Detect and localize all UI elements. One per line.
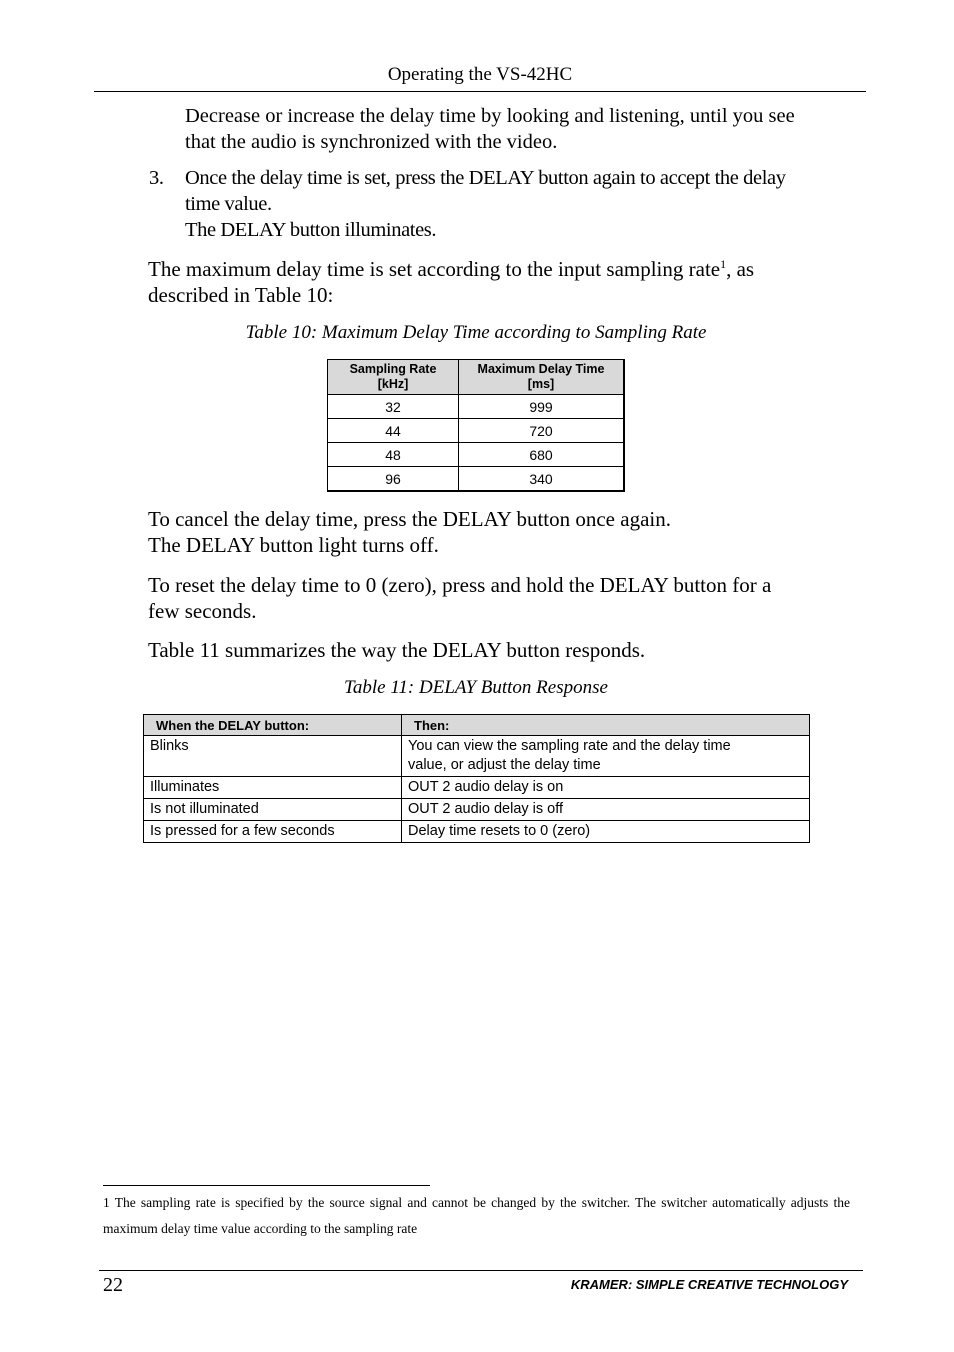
step-intro-text	[185, 103, 795, 155]
table-cell: 680	[459, 443, 625, 467]
footer-brand: KRAMER: SIMPLE CREATIVE TECHNOLOGY	[570, 1277, 848, 1292]
table-cell: 999	[459, 395, 625, 419]
table-cell: 340	[459, 467, 625, 492]
table-11	[143, 714, 810, 843]
max-delay-paragraph	[148, 256, 754, 308]
table-cell: OUT 2 audio delay is on	[402, 777, 810, 799]
table-row	[328, 395, 625, 419]
step-3-line-2: time value.	[185, 193, 272, 215]
table-cell: Is pressed for a few seconds	[144, 821, 402, 843]
table-row	[328, 467, 625, 492]
table-cell: Is not illuminated	[144, 799, 402, 821]
max-delay-text-after: , as	[726, 257, 755, 281]
table-11-header-when: When the DELAY button:	[144, 715, 402, 736]
table-cell: 720	[459, 419, 625, 443]
max-delay-line-2: described in Table 10:	[148, 283, 334, 307]
header-rule	[94, 91, 866, 92]
table-cell: 48	[328, 443, 459, 467]
table-cell: Delay time resets to 0 (zero)	[402, 821, 810, 843]
table-cell: 44	[328, 419, 459, 443]
table-row	[144, 777, 810, 799]
table-cell: You can view the sampling rate and the delay time value, or adjust the delay time	[402, 736, 810, 777]
max-delay-text: The maximum delay time is set according to the input sampling rate	[148, 257, 721, 281]
table-10-header-max-delay: Maximum Delay Time [ms]	[459, 360, 625, 395]
table-row	[144, 799, 810, 821]
step-3-line-3: The DELAY button illuminates.	[185, 219, 437, 241]
summary-paragraph: Table 11 summarizes the way the DELAY button responds.	[148, 638, 646, 662]
table-10-caption: Table 10: Maximum Delay Time according to Sampling Rate	[245, 322, 707, 343]
cancel-line-1: To cancel the delay time, press the DELAY button once again.	[148, 507, 671, 531]
table-row	[144, 821, 810, 843]
step-3-number: 3.	[149, 167, 164, 189]
table-10-header-row	[328, 360, 625, 395]
page-header-title: Operating the VS-42HC	[387, 64, 573, 85]
reset-paragraph	[148, 572, 771, 624]
table-11-header-then: Then:	[402, 715, 810, 736]
table-cell: 32	[328, 395, 459, 419]
step-3-line-1: Once the delay time is set, press the DELAY button again to accept the delay	[185, 167, 786, 189]
reset-line-1: To reset the delay time to 0 (zero), press and hold the DELAY button for a	[148, 573, 772, 597]
step-3-text	[185, 165, 786, 243]
footnote-ref[interactable]: 1	[720, 257, 727, 271]
cancel-line-2: The DELAY button light turns off.	[148, 533, 439, 557]
cancel-paragraph	[148, 506, 671, 558]
step-intro-line-2: that the audio is synchronized with the video.	[185, 131, 558, 153]
table-11-header-row	[144, 715, 810, 736]
step-intro-line-1: Decrease or increase the delay time by looking and listening, until you see	[185, 105, 795, 127]
table-cell: 96	[328, 467, 459, 492]
page-number: 22	[103, 1274, 123, 1296]
table-11-caption: Table 11: DELAY Button Response	[344, 677, 608, 698]
table-row	[328, 419, 625, 443]
table-cell: OUT 2 audio delay is off	[402, 799, 810, 821]
table-cell: Blinks	[144, 736, 402, 777]
footnote-rule	[103, 1185, 430, 1186]
table-row	[144, 736, 810, 777]
table-10	[327, 359, 625, 492]
table-cell: Illuminates	[144, 777, 402, 799]
reset-line-2: few seconds.	[148, 599, 257, 623]
table-10-header-sampling-rate: Sampling Rate [kHz]	[328, 360, 459, 395]
footer-rule	[99, 1270, 863, 1271]
footnote-text: 1 The sampling rate is specified by the source signal and cannot be changed by the switcher. The switcher automatically adjusts the maximum delay time value according to the sampling rate	[103, 1195, 850, 1236]
table-row	[328, 443, 625, 467]
